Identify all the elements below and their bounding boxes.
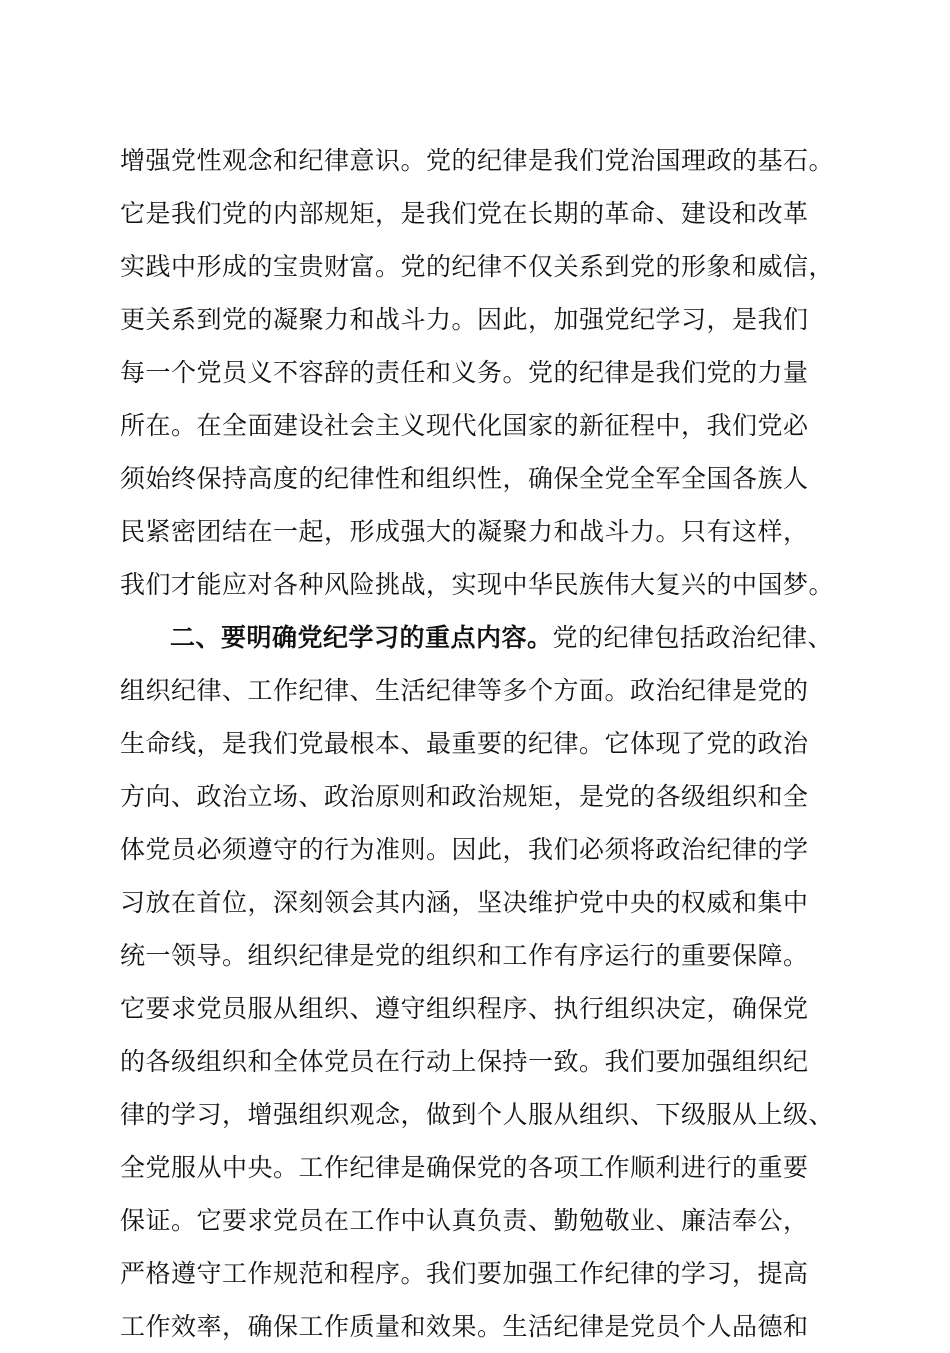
- paragraph-line: 生命线，是我们党最根本、最重要的纪律。它体现了党的政治: [120, 729, 809, 758]
- paragraph-line: 每一个党员义不容辞的责任和义务。党的纪律是我们党的力量: [120, 358, 809, 387]
- paragraph-line: 民紧密团结在一起，形成强大的凝聚力和战斗力。只有这样，: [120, 517, 809, 546]
- paragraph-line: 增强党性观念和纪律意识。党的纪律是我们党治国理政的基石。: [120, 146, 835, 175]
- paragraph-line: 所在。在全面建设社会主义现代化国家的新征程中，我们党必: [120, 411, 809, 440]
- paragraph-line: 它是我们党的内部规矩，是我们党在长期的革命、建设和改革: [120, 199, 809, 228]
- paragraph-line: 习放在首位，深刻领会其内涵，坚决维护党中央的权威和集中: [120, 888, 809, 917]
- document-body: [120, 134, 850, 1353]
- paragraph-line: 方向、政治立场、政治原则和政治规矩，是党的各级组织和全: [120, 782, 809, 811]
- paragraph-line: 全党服从中央。工作纪律是确保党的各项工作顺利进行的重要: [120, 1153, 809, 1182]
- section-heading: 二、要明确党纪学习的重点内容。: [170, 623, 553, 652]
- paragraph-line: 更关系到党的凝聚力和战斗力。因此，加强党纪学习，是我们: [120, 305, 809, 334]
- paragraph-line: 保证。它要求党员在工作中认真负责、勤勉敬业、廉洁奉公，: [120, 1206, 809, 1235]
- paragraph-line: 我们才能应对各种风险挑战，实现中华民族伟大复兴的中国梦。: [120, 570, 835, 599]
- section-heading-line: [120, 611, 850, 664]
- paragraph-line: 工作效率，确保工作质量和效果。生活纪律是党员个人品德和: [120, 1312, 809, 1341]
- paragraph-line: 体党员必须遵守的行为准则。因此，我们必须将政治纪律的学: [120, 835, 809, 864]
- paragraph-line: 实践中形成的宝贵财富。党的纪律不仅关系到党的形象和威信，: [120, 252, 835, 281]
- paragraph-line: 律的学习，增强组织观念，做到个人服从组织、下级服从上级、: [120, 1100, 835, 1129]
- paragraph-line: 严格遵守工作规范和程序。我们要加强工作纪律的学习，提高: [120, 1259, 809, 1288]
- paragraph-line: 组织纪律、工作纪律、生活纪律等多个方面。政治纪律是党的: [120, 676, 809, 705]
- paragraph-line: 须始终保持高度的纪律性和组织性，确保全党全军全国各族人: [120, 464, 809, 493]
- paragraph-line: 的各级组织和全体党员在行动上保持一致。我们要加强组织纪: [120, 1047, 809, 1076]
- paragraph-line: 统一领导。组织纪律是党的组织和工作有序运行的重要保障。: [120, 941, 809, 970]
- paragraph-line: 它要求党员服从组织、遵守组织程序、执行组织决定，确保党: [120, 994, 809, 1023]
- paragraph-text: 党的纪律包括政治纪律、: [552, 623, 834, 652]
